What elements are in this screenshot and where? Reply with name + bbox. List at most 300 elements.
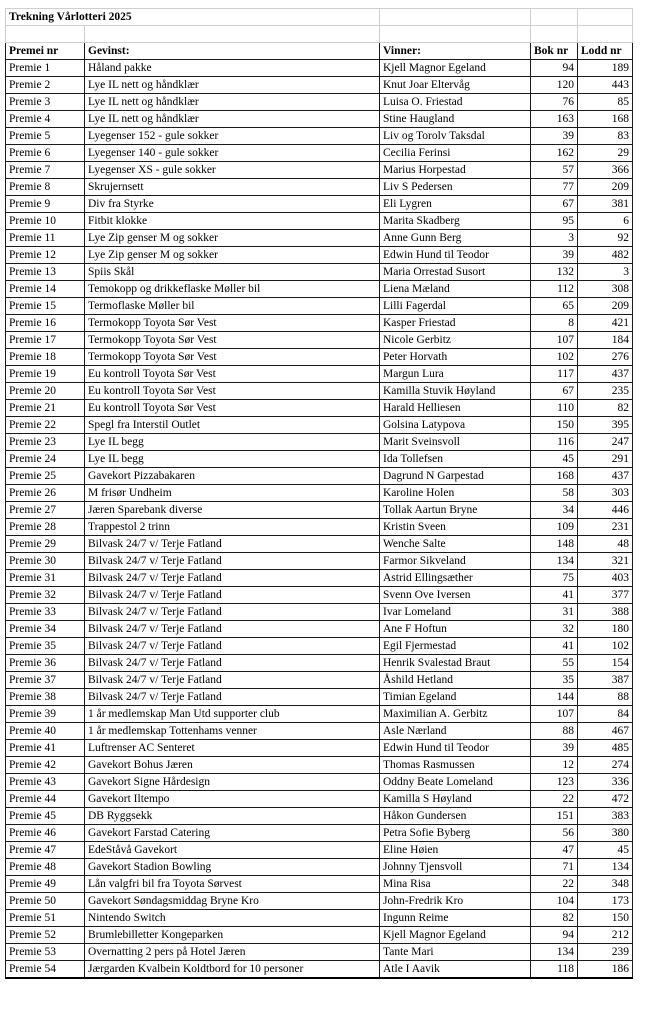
bok-cell: 116 bbox=[531, 434, 578, 451]
vinner-cell: Marita Skadberg bbox=[380, 213, 531, 230]
gevinst-cell: Bilvask 24/7 v/ Terje Fatland bbox=[85, 553, 380, 570]
lodd-cell: 446 bbox=[578, 502, 633, 519]
gevinst-cell: Eu kontroll Toyota Sør Vest bbox=[85, 366, 380, 383]
gevinst-cell: Lye IL nett og håndklær bbox=[85, 77, 380, 94]
table-row bbox=[6, 179, 633, 196]
table-row bbox=[6, 672, 633, 689]
bok-cell: 41 bbox=[531, 587, 578, 604]
table-row bbox=[6, 570, 633, 587]
bok-cell: 55 bbox=[531, 655, 578, 672]
gevinst-cell: Bilvask 24/7 v/ Terje Fatland bbox=[85, 604, 380, 621]
lodd-cell: 88 bbox=[578, 689, 633, 706]
header-premie: Premei nr bbox=[6, 43, 85, 60]
table-row bbox=[6, 349, 633, 366]
premie-cell: Premie 47 bbox=[6, 842, 85, 859]
table-row bbox=[6, 298, 633, 315]
bok-cell: 107 bbox=[531, 332, 578, 349]
table-row bbox=[6, 451, 633, 468]
bok-cell: 107 bbox=[531, 706, 578, 723]
gevinst-cell: Termoflaske Møller bil bbox=[85, 298, 380, 315]
gevinst-cell: Lyegenser 152 - gule sokker bbox=[85, 128, 380, 145]
lodd-cell: 235 bbox=[578, 383, 633, 400]
premie-cell: Premie 15 bbox=[6, 298, 85, 315]
bok-cell: 22 bbox=[531, 791, 578, 808]
table-row bbox=[6, 264, 633, 281]
vinner-cell: Nicole Gerbitz bbox=[380, 332, 531, 349]
table-row bbox=[6, 536, 633, 553]
premie-cell: Premie 34 bbox=[6, 621, 85, 638]
premie-cell: Premie 8 bbox=[6, 179, 85, 196]
bok-cell: 162 bbox=[531, 145, 578, 162]
gevinst-cell: Håland pakke bbox=[85, 60, 380, 77]
vinner-cell: Ane F Hoftun bbox=[380, 621, 531, 638]
bok-cell: 65 bbox=[531, 298, 578, 315]
vinner-cell: Oddny Beate Lomeland bbox=[380, 774, 531, 791]
table-row bbox=[6, 400, 633, 417]
lodd-cell: 403 bbox=[578, 570, 633, 587]
bok-cell: 144 bbox=[531, 689, 578, 706]
gevinst-cell: Bilvask 24/7 v/ Terje Fatland bbox=[85, 638, 380, 655]
lodd-cell: 472 bbox=[578, 791, 633, 808]
lodd-cell: 92 bbox=[578, 230, 633, 247]
premie-cell: Premie 11 bbox=[6, 230, 85, 247]
lodd-cell: 276 bbox=[578, 349, 633, 366]
table-row bbox=[6, 638, 633, 655]
gevinst-cell: Termokopp Toyota Sør Vest bbox=[85, 315, 380, 332]
vinner-cell: Thomas Rasmussen bbox=[380, 757, 531, 774]
vinner-cell: Golsina Latypova bbox=[380, 417, 531, 434]
lodd-cell: 348 bbox=[578, 876, 633, 893]
vinner-cell: Kjell Magnor Egeland bbox=[380, 60, 531, 77]
gevinst-cell: Gavekort Søndagsmiddag Bryne Kro bbox=[85, 893, 380, 910]
bok-cell: 94 bbox=[531, 60, 578, 77]
vinner-cell: Kjell Magnor Egeland bbox=[380, 927, 531, 944]
vinner-cell: Håkon Gundersen bbox=[380, 808, 531, 825]
vinner-cell: Luisa O. Friestad bbox=[380, 94, 531, 111]
premie-cell: Premie 1 bbox=[6, 60, 85, 77]
lodd-cell: 321 bbox=[578, 553, 633, 570]
gevinst-cell: Bilvask 24/7 v/ Terje Fatland bbox=[85, 536, 380, 553]
gevinst-cell: Gavekort Stadion Bowling bbox=[85, 859, 380, 876]
vinner-cell: Kasper Friestad bbox=[380, 315, 531, 332]
table-row bbox=[6, 383, 633, 400]
premie-cell: Premie 33 bbox=[6, 604, 85, 621]
gevinst-cell: Spegl fra Interstil Outlet bbox=[85, 417, 380, 434]
gevinst-cell: Spiis Skål bbox=[85, 264, 380, 281]
vinner-cell: Harald Helliesen bbox=[380, 400, 531, 417]
gevinst-cell: Luftrenser AC Senteret bbox=[85, 740, 380, 757]
premie-cell: Premie 46 bbox=[6, 825, 85, 842]
table-row bbox=[6, 740, 633, 757]
premie-cell: Premie 9 bbox=[6, 196, 85, 213]
gevinst-cell: Lye Zip genser M og sokker bbox=[85, 247, 380, 264]
lodd-cell: 274 bbox=[578, 757, 633, 774]
premie-cell: Premie 14 bbox=[6, 281, 85, 298]
gevinst-cell: Eu kontroll Toyota Sør Vest bbox=[85, 383, 380, 400]
table-row bbox=[6, 162, 633, 179]
empty-cell bbox=[578, 26, 633, 43]
premie-cell: Premie 13 bbox=[6, 264, 85, 281]
premie-cell: Premie 38 bbox=[6, 689, 85, 706]
bok-cell: 95 bbox=[531, 213, 578, 230]
lodd-cell: 377 bbox=[578, 587, 633, 604]
gevinst-cell: Overnatting 2 pers på Hotel Jæren bbox=[85, 944, 380, 961]
bok-cell: 134 bbox=[531, 553, 578, 570]
lodd-cell: 443 bbox=[578, 77, 633, 94]
lodd-cell: 150 bbox=[578, 910, 633, 927]
lodd-cell: 180 bbox=[578, 621, 633, 638]
vinner-cell: Åshild Hetland bbox=[380, 672, 531, 689]
lodd-cell: 467 bbox=[578, 723, 633, 740]
vinner-cell: Liv S Pedersen bbox=[380, 179, 531, 196]
table-row bbox=[6, 757, 633, 774]
bok-cell: 57 bbox=[531, 162, 578, 179]
table-row bbox=[6, 587, 633, 604]
table-row bbox=[6, 961, 633, 979]
vinner-cell: Maria Orrestad Susort bbox=[380, 264, 531, 281]
table-row bbox=[6, 944, 633, 961]
table-row bbox=[6, 485, 633, 502]
bok-cell: 32 bbox=[531, 621, 578, 638]
premie-cell: Premie 49 bbox=[6, 876, 85, 893]
table-row bbox=[6, 927, 633, 944]
premie-cell: Premie 51 bbox=[6, 910, 85, 927]
gevinst-cell: Lyegenser XS - gule sokker bbox=[85, 162, 380, 179]
premie-cell: Premie 19 bbox=[6, 366, 85, 383]
premie-cell: Premie 48 bbox=[6, 859, 85, 876]
gevinst-cell: Div fra Styrke bbox=[85, 196, 380, 213]
table-row bbox=[6, 213, 633, 230]
table-row bbox=[6, 196, 633, 213]
table-row bbox=[6, 315, 633, 332]
gevinst-cell: Lye IL begg bbox=[85, 434, 380, 451]
lodd-cell: 85 bbox=[578, 94, 633, 111]
table-row bbox=[6, 247, 633, 264]
bok-cell: 35 bbox=[531, 672, 578, 689]
vinner-cell: Liena Mæland bbox=[380, 281, 531, 298]
bok-cell: 31 bbox=[531, 604, 578, 621]
vinner-cell: Kamilla S Høyland bbox=[380, 791, 531, 808]
bok-cell: 8 bbox=[531, 315, 578, 332]
bok-cell: 120 bbox=[531, 77, 578, 94]
table-row bbox=[6, 774, 633, 791]
premie-cell: Premie 53 bbox=[6, 944, 85, 961]
premie-cell: Premie 45 bbox=[6, 808, 85, 825]
vinner-cell: Knut Joar Eltervåg bbox=[380, 77, 531, 94]
table-row bbox=[6, 825, 633, 842]
table-row bbox=[6, 706, 633, 723]
lodd-cell: 209 bbox=[578, 179, 633, 196]
premie-cell: Premie 54 bbox=[6, 961, 85, 979]
premie-cell: Premie 35 bbox=[6, 638, 85, 655]
lodd-cell: 437 bbox=[578, 366, 633, 383]
premie-cell: Premie 29 bbox=[6, 536, 85, 553]
bok-cell: 12 bbox=[531, 757, 578, 774]
table-row bbox=[6, 910, 633, 927]
bok-cell: 77 bbox=[531, 179, 578, 196]
premie-cell: Premie 5 bbox=[6, 128, 85, 145]
bok-cell: 104 bbox=[531, 893, 578, 910]
sheet-title: Trekning Vårlotteri 2025 bbox=[6, 9, 380, 26]
lodd-cell: 381 bbox=[578, 196, 633, 213]
bok-cell: 94 bbox=[531, 927, 578, 944]
vinner-cell: Asle Nærland bbox=[380, 723, 531, 740]
bok-cell: 168 bbox=[531, 468, 578, 485]
premie-cell: Premie 44 bbox=[6, 791, 85, 808]
vinner-cell: Marit Sveinsvoll bbox=[380, 434, 531, 451]
lodd-cell: 485 bbox=[578, 740, 633, 757]
lodd-cell: 3 bbox=[578, 264, 633, 281]
empty-cell bbox=[380, 9, 531, 26]
gevinst-cell: Gavekort Iltempo bbox=[85, 791, 380, 808]
gevinst-cell: M frisør Undheim bbox=[85, 485, 380, 502]
gevinst-cell: Termokopp Toyota Sør Vest bbox=[85, 349, 380, 366]
table-row bbox=[6, 77, 633, 94]
lodd-cell: 154 bbox=[578, 655, 633, 672]
premie-cell: Premie 25 bbox=[6, 468, 85, 485]
premie-cell: Premie 39 bbox=[6, 706, 85, 723]
vinner-cell: Edwin Hund til Teodor bbox=[380, 247, 531, 264]
premie-cell: Premie 32 bbox=[6, 587, 85, 604]
bok-cell: 67 bbox=[531, 383, 578, 400]
bok-cell: 150 bbox=[531, 417, 578, 434]
table-row bbox=[6, 230, 633, 247]
blank-row bbox=[6, 26, 633, 43]
table-row bbox=[6, 111, 633, 128]
premie-cell: Premie 24 bbox=[6, 451, 85, 468]
lodd-cell: 291 bbox=[578, 451, 633, 468]
bok-cell: 41 bbox=[531, 638, 578, 655]
premie-cell: Premie 21 bbox=[6, 400, 85, 417]
vinner-cell: Lilli Fagerdal bbox=[380, 298, 531, 315]
vinner-cell: Egil Fjermestad bbox=[380, 638, 531, 655]
bok-cell: 151 bbox=[531, 808, 578, 825]
premie-cell: Premie 4 bbox=[6, 111, 85, 128]
vinner-cell: John-Fredrik Kro bbox=[380, 893, 531, 910]
bok-cell: 148 bbox=[531, 536, 578, 553]
lodd-cell: 186 bbox=[578, 961, 633, 979]
vinner-cell: Tollak Aartun Bryne bbox=[380, 502, 531, 519]
vinner-cell: Ivar Lomeland bbox=[380, 604, 531, 621]
premie-cell: Premie 22 bbox=[6, 417, 85, 434]
lodd-cell: 83 bbox=[578, 128, 633, 145]
premie-cell: Premie 6 bbox=[6, 145, 85, 162]
table-row bbox=[6, 893, 633, 910]
lodd-cell: 6 bbox=[578, 213, 633, 230]
lodd-cell: 247 bbox=[578, 434, 633, 451]
bok-cell: 163 bbox=[531, 111, 578, 128]
table-row bbox=[6, 281, 633, 298]
lodd-cell: 308 bbox=[578, 281, 633, 298]
gevinst-cell: Jærgarden Kvalbein Koldtbord for 10 personer bbox=[85, 961, 380, 979]
lodd-cell: 184 bbox=[578, 332, 633, 349]
table-row bbox=[6, 859, 633, 876]
gevinst-cell: Nintendo Switch bbox=[85, 910, 380, 927]
table-row bbox=[6, 332, 633, 349]
gevinst-cell: Bilvask 24/7 v/ Terje Fatland bbox=[85, 689, 380, 706]
vinner-cell: Peter Horvath bbox=[380, 349, 531, 366]
table-row bbox=[6, 60, 633, 77]
vinner-cell: Ingunn Reime bbox=[380, 910, 531, 927]
gevinst-cell: Lån valgfri bil fra Toyota Sørvest bbox=[85, 876, 380, 893]
lodd-cell: 189 bbox=[578, 60, 633, 77]
lodd-cell: 45 bbox=[578, 842, 633, 859]
vinner-cell: Marius Horpestad bbox=[380, 162, 531, 179]
vinner-cell: Ida Tollefsen bbox=[380, 451, 531, 468]
premie-cell: Premie 40 bbox=[6, 723, 85, 740]
table-row bbox=[6, 417, 633, 434]
gevinst-cell: Gavekort Signe Hårdesign bbox=[85, 774, 380, 791]
bok-cell: 34 bbox=[531, 502, 578, 519]
table-row bbox=[6, 689, 633, 706]
bok-cell: 39 bbox=[531, 740, 578, 757]
lodd-cell: 209 bbox=[578, 298, 633, 315]
bok-cell: 39 bbox=[531, 247, 578, 264]
gevinst-cell: Bilvask 24/7 v/ Terje Fatland bbox=[85, 587, 380, 604]
bok-cell: 110 bbox=[531, 400, 578, 417]
premie-cell: Premie 26 bbox=[6, 485, 85, 502]
vinner-cell: Svenn Ove Iversen bbox=[380, 587, 531, 604]
bok-cell: 67 bbox=[531, 196, 578, 213]
bok-cell: 45 bbox=[531, 451, 578, 468]
gevinst-cell: Gavekort Pizzabakaren bbox=[85, 468, 380, 485]
premie-cell: Premie 2 bbox=[6, 77, 85, 94]
gevinst-cell: 1 år medlemskap Tottenhams venner bbox=[85, 723, 380, 740]
premie-cell: Premie 7 bbox=[6, 162, 85, 179]
lodd-cell: 212 bbox=[578, 927, 633, 944]
lodd-cell: 231 bbox=[578, 519, 633, 536]
lodd-cell: 421 bbox=[578, 315, 633, 332]
vinner-cell: Cecilia Ferinsi bbox=[380, 145, 531, 162]
bok-cell: 71 bbox=[531, 859, 578, 876]
header-vinner: Vinner: bbox=[380, 43, 531, 60]
table-row bbox=[6, 604, 633, 621]
table-row bbox=[6, 94, 633, 111]
premie-cell: Premie 41 bbox=[6, 740, 85, 757]
table-row bbox=[6, 723, 633, 740]
gevinst-cell: Gavekort Bohus Jæren bbox=[85, 757, 380, 774]
premie-cell: Premie 43 bbox=[6, 774, 85, 791]
lodd-cell: 84 bbox=[578, 706, 633, 723]
gevinst-cell: Gavekort Farstad Catering bbox=[85, 825, 380, 842]
vinner-cell: Eli Lygren bbox=[380, 196, 531, 213]
bok-cell: 102 bbox=[531, 349, 578, 366]
bok-cell: 88 bbox=[531, 723, 578, 740]
gevinst-cell: Trappestol 2 trinn bbox=[85, 519, 380, 536]
gevinst-cell: Bilvask 24/7 v/ Terje Fatland bbox=[85, 570, 380, 587]
header-bok: Bok nr bbox=[531, 43, 578, 60]
table-row bbox=[6, 621, 633, 638]
bok-cell: 76 bbox=[531, 94, 578, 111]
empty-cell bbox=[578, 9, 633, 26]
lodd-cell: 336 bbox=[578, 774, 633, 791]
lodd-cell: 239 bbox=[578, 944, 633, 961]
bok-cell: 134 bbox=[531, 944, 578, 961]
empty-cell bbox=[531, 26, 578, 43]
gevinst-cell: Lyegenser 140 - gule sokker bbox=[85, 145, 380, 162]
bok-cell: 109 bbox=[531, 519, 578, 536]
empty-cell bbox=[85, 26, 380, 43]
vinner-cell: Mina Risa bbox=[380, 876, 531, 893]
premie-cell: Premie 17 bbox=[6, 332, 85, 349]
prize-rows bbox=[6, 60, 633, 979]
vinner-cell: Astrid Ellingsæther bbox=[380, 570, 531, 587]
vinner-cell: Kristin Sveen bbox=[380, 519, 531, 536]
lodd-cell: 48 bbox=[578, 536, 633, 553]
table-row bbox=[6, 519, 633, 536]
gevinst-cell: Lye IL begg bbox=[85, 451, 380, 468]
vinner-cell: Edwin Hund til Teodor bbox=[380, 740, 531, 757]
header-gevinst: Gevinst: bbox=[85, 43, 380, 60]
vinner-cell: Anne Gunn Berg bbox=[380, 230, 531, 247]
bok-cell: 22 bbox=[531, 876, 578, 893]
table-row bbox=[6, 842, 633, 859]
vinner-cell: Henrik Svalestad Braut bbox=[380, 655, 531, 672]
gevinst-cell: Lye IL nett og håndklær bbox=[85, 111, 380, 128]
bok-cell: 47 bbox=[531, 842, 578, 859]
table-row bbox=[6, 145, 633, 162]
premie-cell: Premie 50 bbox=[6, 893, 85, 910]
table-row bbox=[6, 468, 633, 485]
header-lodd: Lodd nr bbox=[578, 43, 633, 60]
gevinst-cell: Jæren Sparebank diverse bbox=[85, 502, 380, 519]
bok-cell: 112 bbox=[531, 281, 578, 298]
gevinst-cell: Bilvask 24/7 v/ Terje Fatland bbox=[85, 672, 380, 689]
premie-cell: Premie 20 bbox=[6, 383, 85, 400]
bok-cell: 132 bbox=[531, 264, 578, 281]
premie-cell: Premie 36 bbox=[6, 655, 85, 672]
lodd-cell: 437 bbox=[578, 468, 633, 485]
table-row bbox=[6, 366, 633, 383]
lodd-cell: 168 bbox=[578, 111, 633, 128]
gevinst-cell: DB Ryggsekk bbox=[85, 808, 380, 825]
gevinst-cell: Eu kontroll Toyota Sør Vest bbox=[85, 400, 380, 417]
premie-cell: Premie 18 bbox=[6, 349, 85, 366]
lodd-cell: 134 bbox=[578, 859, 633, 876]
empty-cell bbox=[531, 9, 578, 26]
vinner-cell: Liv og Torolv Taksdal bbox=[380, 128, 531, 145]
table-row bbox=[6, 808, 633, 825]
gevinst-cell: 1 år medlemskap Man Utd supporter club bbox=[85, 706, 380, 723]
vinner-cell: Timian Egeland bbox=[380, 689, 531, 706]
vinner-cell: Stine Haugland bbox=[380, 111, 531, 128]
gevinst-cell: Skrujernsett bbox=[85, 179, 380, 196]
gevinst-cell: Bilvask 24/7 v/ Terje Fatland bbox=[85, 621, 380, 638]
vinner-cell: Maximilian A. Gerbitz bbox=[380, 706, 531, 723]
premie-cell: Premie 42 bbox=[6, 757, 85, 774]
lodd-cell: 366 bbox=[578, 162, 633, 179]
empty-cell bbox=[380, 26, 531, 43]
vinner-cell: Tante Mari bbox=[380, 944, 531, 961]
bok-cell: 123 bbox=[531, 774, 578, 791]
table-row bbox=[6, 434, 633, 451]
empty-cell bbox=[6, 26, 85, 43]
vinner-cell: Petra Sofie Byberg bbox=[380, 825, 531, 842]
gevinst-cell: Lye IL nett og håndklær bbox=[85, 94, 380, 111]
table-row bbox=[6, 128, 633, 145]
bok-cell: 3 bbox=[531, 230, 578, 247]
gevinst-cell: EdeStåvå Gavekort bbox=[85, 842, 380, 859]
premie-cell: Premie 3 bbox=[6, 94, 85, 111]
premie-cell: Premie 23 bbox=[6, 434, 85, 451]
lodd-cell: 388 bbox=[578, 604, 633, 621]
vinner-cell: Farmor Sikveland bbox=[380, 553, 531, 570]
premie-cell: Premie 12 bbox=[6, 247, 85, 264]
premie-cell: Premie 16 bbox=[6, 315, 85, 332]
bok-cell: 117 bbox=[531, 366, 578, 383]
premie-cell: Premie 52 bbox=[6, 927, 85, 944]
gevinst-cell: Temokopp og drikkeflaske Møller bil bbox=[85, 281, 380, 298]
